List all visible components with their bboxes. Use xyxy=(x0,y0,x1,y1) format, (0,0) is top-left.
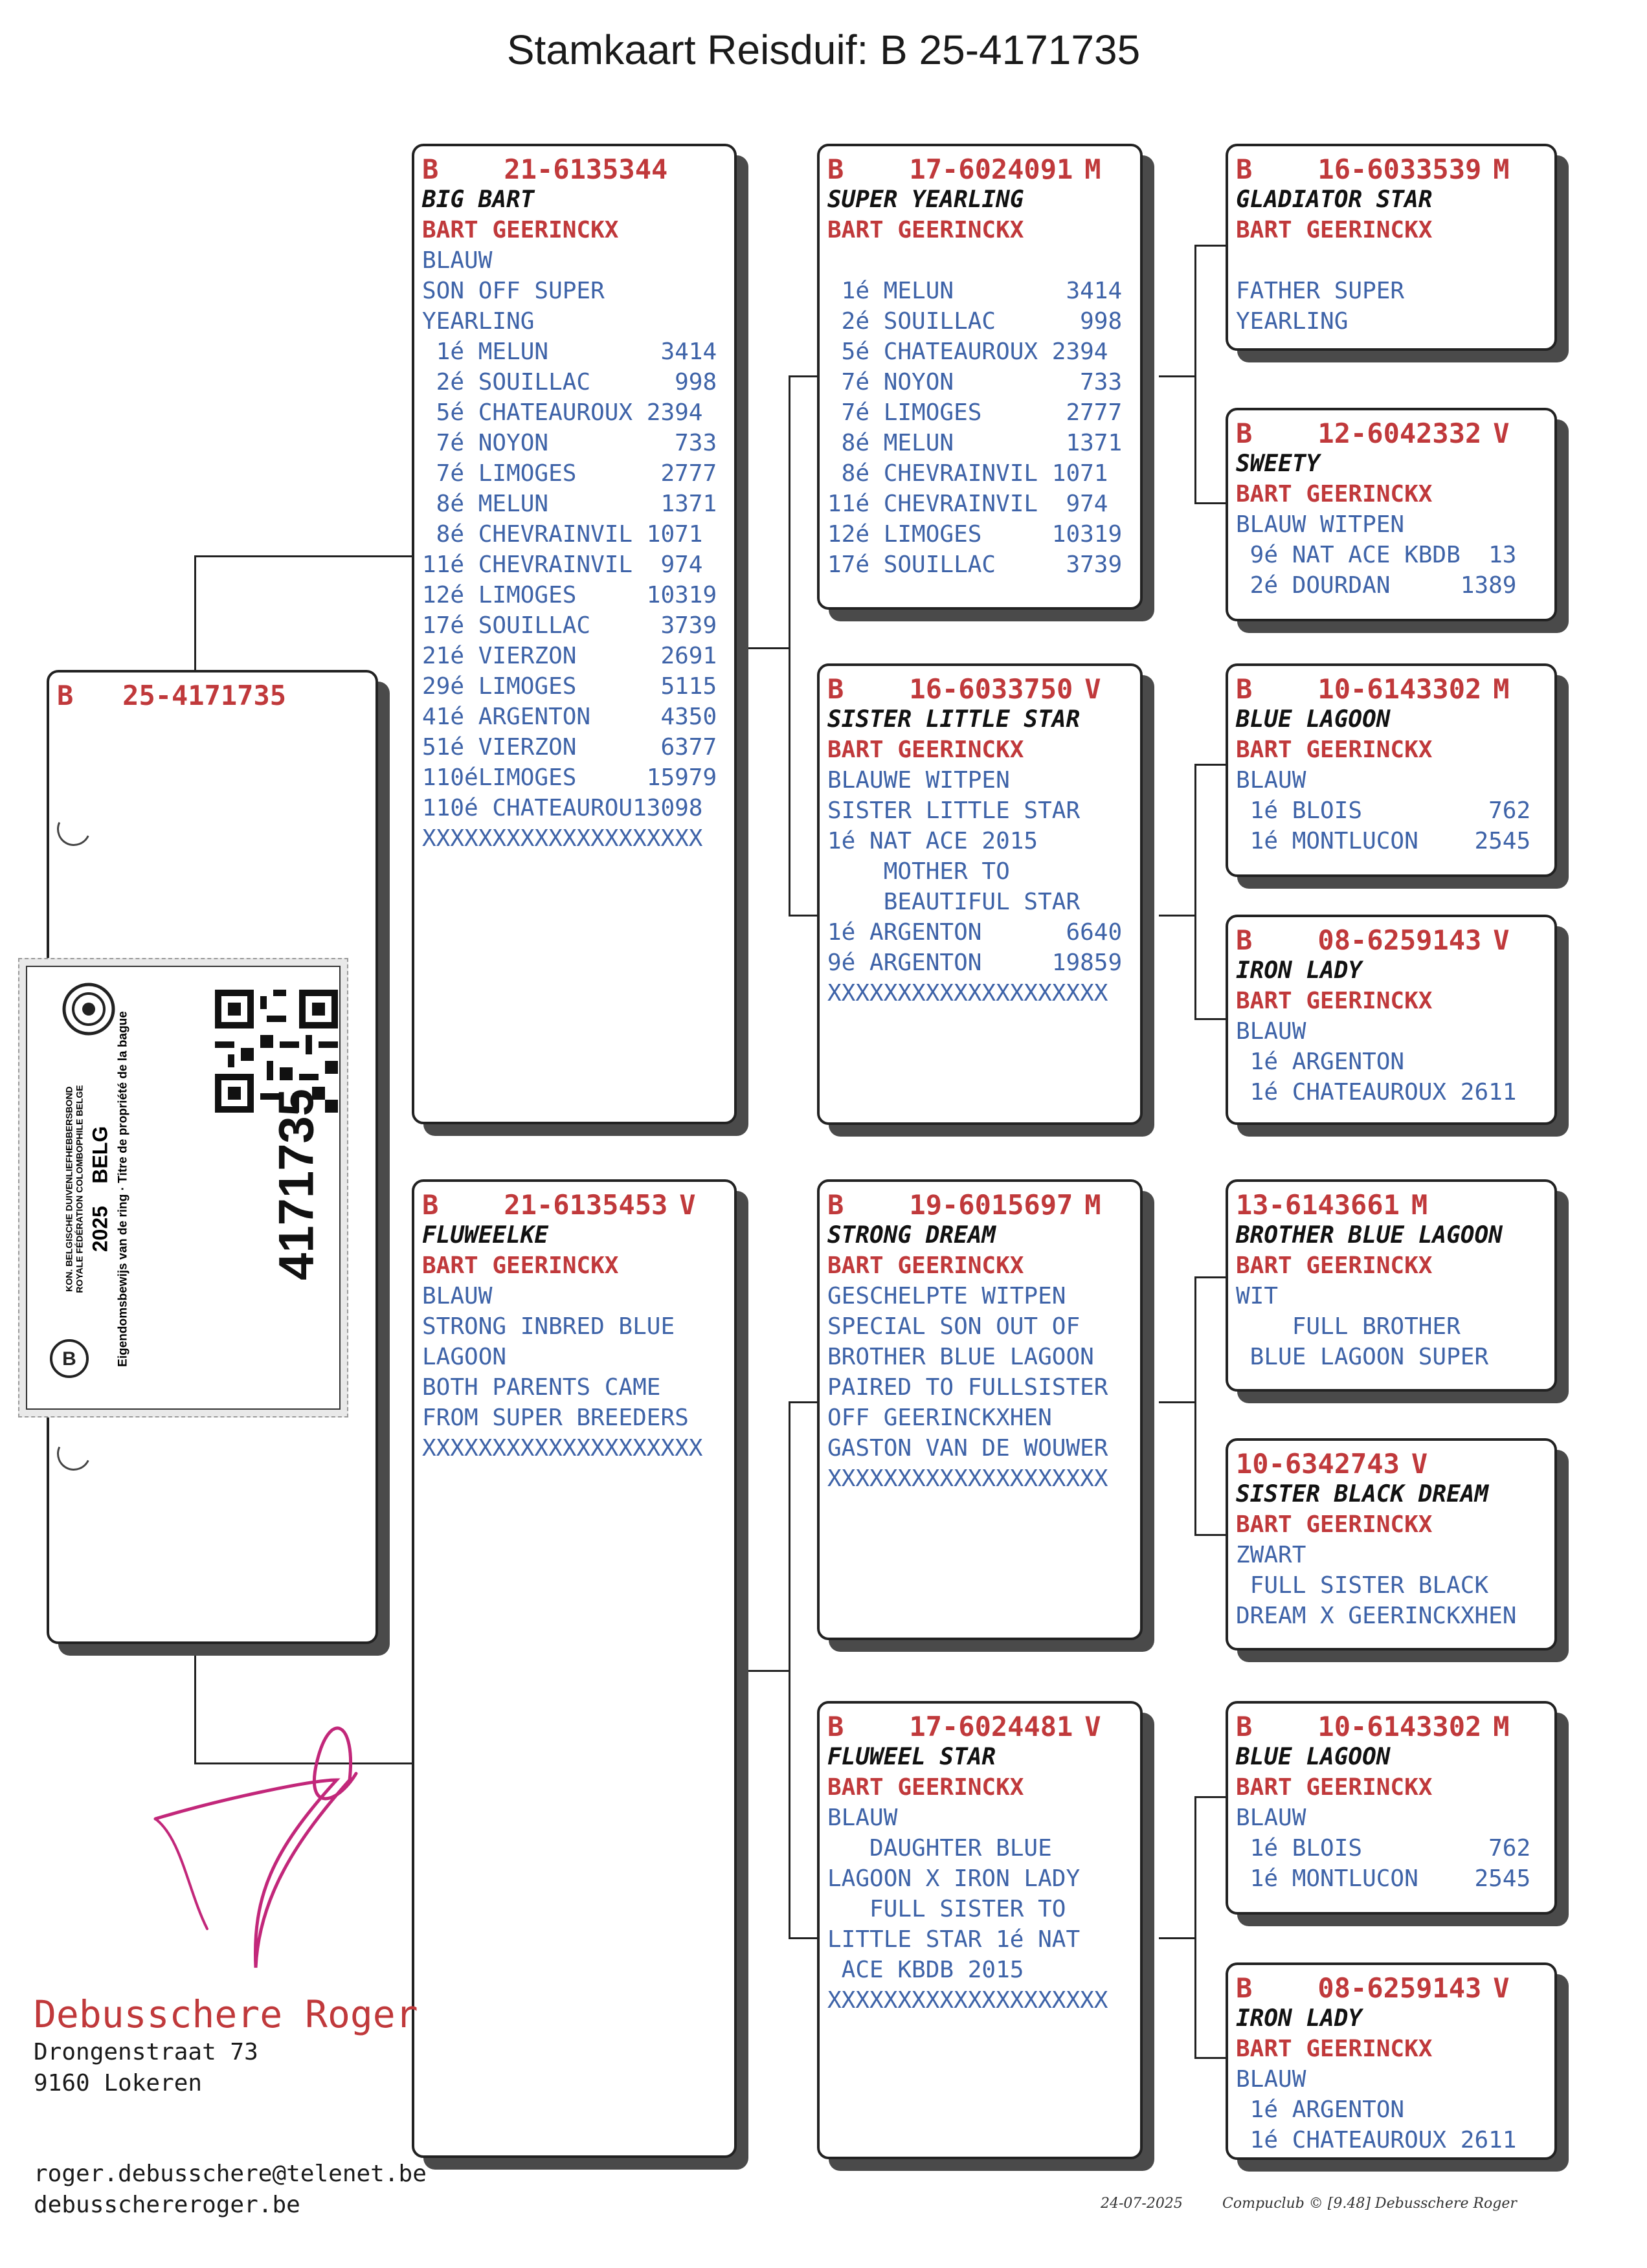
info-line: 41é ARGENTON 4350 xyxy=(422,704,717,730)
breeder-name: BART GEERINCKX xyxy=(827,1252,1024,1279)
ring-number xyxy=(422,154,726,184)
pigeon-name: GLADIATOR STAR xyxy=(1236,186,1433,213)
connector xyxy=(1194,1018,1227,1020)
pigeon-name: SWEETY xyxy=(1236,450,1321,477)
connector xyxy=(1194,764,1196,1019)
info-line: 9é NAT ACE KBDB 13 xyxy=(1236,542,1517,568)
connector xyxy=(1159,915,1196,917)
dam-dam-card xyxy=(817,1701,1143,2159)
info-line: BLAUW xyxy=(422,1283,493,1309)
pigeon-name: IRON LADY xyxy=(1236,957,1363,984)
belgian-crest-icon xyxy=(47,1336,92,1381)
connector xyxy=(738,647,790,649)
ring-number xyxy=(1236,418,1547,449)
info-line: MOTHER TO xyxy=(827,858,1010,885)
info-line: DREAM X GEERINCKXHEN xyxy=(1236,1603,1517,1629)
info-line: YEARLING xyxy=(1236,308,1349,335)
info-line: 9é ARGENTON 19859 xyxy=(827,950,1123,976)
info-line: SPECIAL SON OUT OF xyxy=(827,1313,1081,1340)
breeder-name: BART GEERINCKX xyxy=(827,737,1024,763)
dam-dam-dam-card xyxy=(1226,1962,1557,2160)
connector xyxy=(1194,1796,1196,2058)
ring-org-line1: KON. BELGISCHE DUIVENLIEFHEBBERSBOND xyxy=(63,1086,74,1292)
owner-street: Drongenstraat 73 xyxy=(34,2039,258,2065)
breeder-name: BART GEERINCKX xyxy=(1236,1511,1433,1538)
ring-number xyxy=(1236,1973,1547,2003)
info-line: 17é SOUILLAC 3739 xyxy=(422,612,717,639)
info-line xyxy=(827,245,1132,276)
ring-id: 10-6342743 xyxy=(1236,1448,1400,1480)
breeder-name: BART GEERINCKX xyxy=(1236,1774,1433,1801)
sire-card xyxy=(412,144,737,1124)
info-line: 1é ARGENTON 6640 xyxy=(827,919,1123,946)
ring-title: Eigendomsbewijs van de ring · Titre de propriété de la bague xyxy=(116,1011,130,1367)
ring-number xyxy=(1236,1449,1547,1479)
connector xyxy=(789,1401,818,1403)
dam-sire-sire-card xyxy=(1226,1179,1557,1392)
info-line: BLAUW xyxy=(827,1805,898,1831)
info-line: 2é DOURDAN 1389 xyxy=(1236,572,1517,599)
info-line: 1é MELUN 3414 xyxy=(827,278,1123,304)
owner-name: Debusschere Roger xyxy=(34,1992,418,2036)
info-line: 1é ARGENTON xyxy=(1236,1049,1405,1075)
info-line: 7é LIMOGES 2777 xyxy=(422,460,717,487)
breeder-name: BART GEERINCKX xyxy=(1236,737,1433,763)
info-line: ACE KBDB 2015 xyxy=(827,1957,1024,1983)
connector xyxy=(789,375,790,916)
ring-number xyxy=(1236,925,1547,955)
connector xyxy=(194,555,196,678)
breeder-name: BART GEERINCKX xyxy=(422,217,619,243)
ring-id: 13-6143661 xyxy=(1236,1189,1400,1221)
info-line: GASTON VAN DE WOUWER xyxy=(827,1435,1108,1462)
info-line: 12é LIMOGES 10319 xyxy=(827,521,1123,548)
connector xyxy=(1194,1276,1227,1278)
ring-number xyxy=(827,1190,1132,1220)
ring-year: 2025 xyxy=(88,1206,112,1252)
breeder-name: BART GEERINCKX xyxy=(1236,988,1433,1014)
connector xyxy=(1194,245,1227,247)
sex-marker: M xyxy=(1411,1189,1428,1221)
info-line: PAIRED TO FULLSISTER xyxy=(827,1374,1108,1401)
connector xyxy=(1194,245,1196,504)
sex-marker: V xyxy=(1084,673,1101,705)
connector xyxy=(789,1937,818,1939)
connector xyxy=(1194,764,1227,766)
pigeon-name: BROTHER BLUE LAGOON xyxy=(1236,1222,1503,1249)
connector xyxy=(1194,1534,1227,1536)
info-line: 1é CHATEAUROUX 2611 xyxy=(1236,2127,1517,2153)
sire-sire-sire-card xyxy=(1226,144,1557,351)
breeder-name: BART GEERINCKX xyxy=(422,1252,619,1279)
info-line: 1é ARGENTON xyxy=(1236,2096,1405,2123)
software-credit: Compuclub © [9.48] Debusschere Roger xyxy=(1222,2196,1517,2212)
ring-number xyxy=(1236,1711,1547,1742)
ring-id: B 17-6024091 xyxy=(827,153,1073,185)
info-line: BEAUTIFUL STAR xyxy=(827,889,1081,915)
ring-number xyxy=(1236,1190,1547,1220)
ring-number-vertical: 4171735 xyxy=(269,1089,324,1280)
info-line: 8é MELUN 1371 xyxy=(422,491,717,517)
info-line: 1é BLOIS 762 xyxy=(1236,1835,1531,1862)
info-line: LITTLE STAR 1é NAT xyxy=(827,1926,1081,1953)
info-line: 17é SOUILLAC 3739 xyxy=(827,551,1123,578)
info-line: SISTER LITTLE STAR xyxy=(827,797,1081,824)
connector xyxy=(1159,1401,1196,1403)
info-line: WIT xyxy=(1236,1283,1279,1309)
info-line: GESCHELPTE WITPEN xyxy=(827,1283,1066,1309)
connector xyxy=(1194,502,1227,504)
connector xyxy=(1194,1796,1227,1798)
info-line: XXXXXXXXXXXXXXXXXXXX xyxy=(422,1435,703,1462)
dam-sire-dam-card xyxy=(1226,1438,1557,1651)
info-line: 7é LIMOGES 2777 xyxy=(827,399,1123,426)
info-line: 5é CHATEAUROUX 2394 xyxy=(827,339,1108,365)
info-line: 1é BLOIS 762 xyxy=(1236,797,1531,824)
ring-number xyxy=(827,1711,1132,1742)
sex-marker: V xyxy=(1084,1711,1101,1742)
owner-email[interactable]: roger.debusschere@telenet.be xyxy=(34,2161,427,2187)
info-line: 1é MELUN 3414 xyxy=(422,339,717,365)
info-line: 11é CHEVRAINVIL 974 xyxy=(422,551,703,578)
info-line: FULL SISTER BLACK xyxy=(1236,1572,1489,1599)
info-line: 5é CHATEAUROUX 2394 xyxy=(422,399,703,426)
ring-country: BELG xyxy=(88,1126,112,1184)
info-line: OFF GEERINCKXHEN xyxy=(827,1405,1052,1431)
info-line: ZWART xyxy=(1236,1542,1306,1568)
dam-card xyxy=(412,1179,737,2158)
breeder-name: BART GEERINCKX xyxy=(827,1774,1024,1801)
breeder-name: BART GEERINCKX xyxy=(827,217,1024,243)
ring-number xyxy=(827,154,1132,184)
sex-marker: M xyxy=(1493,1711,1510,1742)
ring-number xyxy=(422,1190,726,1220)
pigeon-name: SUPER YEARLING xyxy=(827,186,1024,213)
info-line: LAGOON xyxy=(422,1344,507,1370)
breeder-name: BART GEERINCKX xyxy=(1236,2036,1433,2062)
pigeon-name: BLUE LAGOON xyxy=(1236,1744,1391,1770)
ring-id: B 10-6143302 xyxy=(1236,673,1482,705)
info-line: BLAUW xyxy=(1236,2066,1306,2093)
print-date: 24-07-2025 xyxy=(1101,2196,1183,2212)
sex-marker: M xyxy=(1084,1189,1101,1221)
connector xyxy=(1159,375,1196,377)
sex-marker: V xyxy=(1493,417,1510,449)
info-line: XXXXXXXXXXXXXXXXXXXX xyxy=(422,825,703,852)
info-line: YEARLING xyxy=(422,308,535,335)
info-line: 1é MONTLUCON 2545 xyxy=(1236,828,1531,854)
info-line: 2é SOUILLAC 998 xyxy=(827,308,1123,335)
info-line: BLAUWE WITPEN xyxy=(827,767,1010,794)
svg-text:B: B xyxy=(62,1348,76,1370)
owner-signature xyxy=(142,1683,401,1981)
pigeon-name: STRONG DREAM xyxy=(827,1222,996,1249)
info-line: BLAUW xyxy=(422,247,493,274)
sex-marker: M xyxy=(1493,673,1510,705)
ring-org-line2: ROYALE FÉDÉRATION COLOMBOPHILE BELGE xyxy=(74,1085,85,1293)
info-line: 8é CHEVRAINVIL 1071 xyxy=(827,460,1108,487)
connector xyxy=(789,915,818,917)
connector xyxy=(738,1670,790,1672)
info-line: XXXXXXXXXXXXXXXXXXXX xyxy=(827,980,1108,1006)
info-line: 110é CHATEAUROU13098 xyxy=(422,795,703,821)
info-line: 8é MELUN 1371 xyxy=(827,430,1123,456)
info-line: 11é CHEVRAINVIL 974 xyxy=(827,491,1108,517)
sire-dam-dam-card xyxy=(1226,915,1557,1125)
info-line: 1é CHATEAUROUX 2611 xyxy=(1236,1079,1517,1106)
connector xyxy=(789,375,818,377)
pigeon-name: FLUWEELKE xyxy=(422,1222,549,1249)
ring-id: B 17-6024481 xyxy=(827,1711,1073,1742)
page-title: Stamkaart Reisduif: B 25-4171735 xyxy=(506,27,1141,73)
info-line: SON OFF SUPER xyxy=(422,278,605,304)
info-line: FATHER SUPER xyxy=(1236,278,1405,304)
ring-id: B 08-6259143 xyxy=(1236,1972,1482,2004)
pigeon-name: SISTER LITTLE STAR xyxy=(827,706,1081,733)
info-line: 21é VIERZON 2691 xyxy=(422,643,717,669)
info-line: FROM SUPER BREEDERS xyxy=(422,1405,689,1431)
info-line: BLAUW xyxy=(1236,1018,1306,1045)
ring-id: B 19-6015697 xyxy=(827,1189,1073,1221)
connector xyxy=(1194,1276,1196,1535)
sire-sire-card xyxy=(817,144,1143,610)
ring-id: B 12-6042332 xyxy=(1236,417,1482,449)
info-line: 7é NOYON 733 xyxy=(422,430,717,456)
ring-number xyxy=(1236,674,1547,704)
info-line: STRONG INBRED BLUE xyxy=(422,1313,675,1340)
subject-ring: B 25-4171735 xyxy=(57,680,287,711)
info-line: 8é CHEVRAINVIL 1071 xyxy=(422,521,703,548)
info-line: 110éLIMOGES 15979 xyxy=(422,764,717,791)
info-line: 7é NOYON 733 xyxy=(827,369,1123,395)
info-line: 29é LIMOGES 5115 xyxy=(422,673,717,700)
info-line: BLUE LAGOON SUPER xyxy=(1236,1344,1489,1370)
pigeon-name: BIG BART xyxy=(422,186,535,213)
pigeon-name: BLUE LAGOON xyxy=(1236,706,1391,733)
breeder-name: BART GEERINCKX xyxy=(1236,217,1433,243)
sex-marker: V xyxy=(1493,1972,1510,2004)
info-line: FULL SISTER TO xyxy=(827,1896,1066,1922)
sire-sire-dam-card xyxy=(1226,408,1557,621)
pigeon-name: SISTER BLACK DREAM xyxy=(1236,1481,1489,1507)
breeder-name: BART GEERINCKX xyxy=(1236,481,1433,507)
info-line: FULL BROTHER xyxy=(1236,1313,1461,1340)
sex-marker: V xyxy=(679,1189,696,1221)
connector xyxy=(194,555,414,557)
info-line: BLAUW WITPEN xyxy=(1236,511,1405,538)
sex-marker: V xyxy=(1493,924,1510,956)
sire-dam-card xyxy=(817,663,1143,1125)
ring-id: B 16-6033539 xyxy=(1236,153,1482,185)
info-line: 51é VIERZON 6377 xyxy=(422,734,717,761)
ring-id: B 21-6135453 xyxy=(422,1189,668,1221)
info-line: LAGOON X IRON LADY xyxy=(827,1865,1081,1892)
owner-city: 9160 Lokeren xyxy=(34,2070,203,2096)
connector xyxy=(1194,2057,1227,2059)
info-line: 12é LIMOGES 10319 xyxy=(422,582,717,608)
ring-id: B 08-6259143 xyxy=(1236,924,1482,956)
info-line: XXXXXXXXXXXXXXXXXXXX xyxy=(827,1987,1108,2014)
info-line: BLAUW xyxy=(1236,1805,1306,1831)
ring-number xyxy=(1236,154,1547,184)
info-line xyxy=(1236,245,1547,276)
info-line: BOTH PARENTS CAME xyxy=(422,1374,661,1401)
ring-id: B 21-6135344 xyxy=(422,153,668,185)
owner-website[interactable]: debusschereroger.be xyxy=(34,2192,300,2218)
sire-dam-sire-card xyxy=(1226,663,1557,877)
dam-dam-sire-card xyxy=(1226,1701,1557,1915)
sex-marker: M xyxy=(1493,153,1510,185)
breeder-name: BART GEERINCKX xyxy=(1236,1252,1433,1279)
pigeon-name: FLUWEEL STAR xyxy=(827,1744,996,1770)
info-line: XXXXXXXXXXXXXXXXXXXX xyxy=(827,1465,1108,1492)
sex-marker: M xyxy=(1084,153,1101,185)
ring-id: B 10-6143302 xyxy=(1236,1711,1482,1742)
ring-number xyxy=(827,674,1132,704)
connector xyxy=(1159,1937,1196,1939)
info-line: BLAUW xyxy=(1236,767,1306,794)
info-line: 1é NAT ACE 2015 xyxy=(827,828,1038,854)
dam-sire-card xyxy=(817,1179,1143,1640)
ring-id: B 16-6033750 xyxy=(827,673,1073,705)
info-line: 1é MONTLUCON 2545 xyxy=(1236,1865,1531,1892)
info-line: 2é SOUILLAC 998 xyxy=(422,369,717,395)
info-line: DAUGHTER BLUE xyxy=(827,1835,1052,1862)
info-line: BROTHER BLUE LAGOON xyxy=(827,1344,1094,1370)
sex-marker: V xyxy=(1411,1448,1428,1480)
pigeon-name: IRON LADY xyxy=(1236,2005,1363,2032)
